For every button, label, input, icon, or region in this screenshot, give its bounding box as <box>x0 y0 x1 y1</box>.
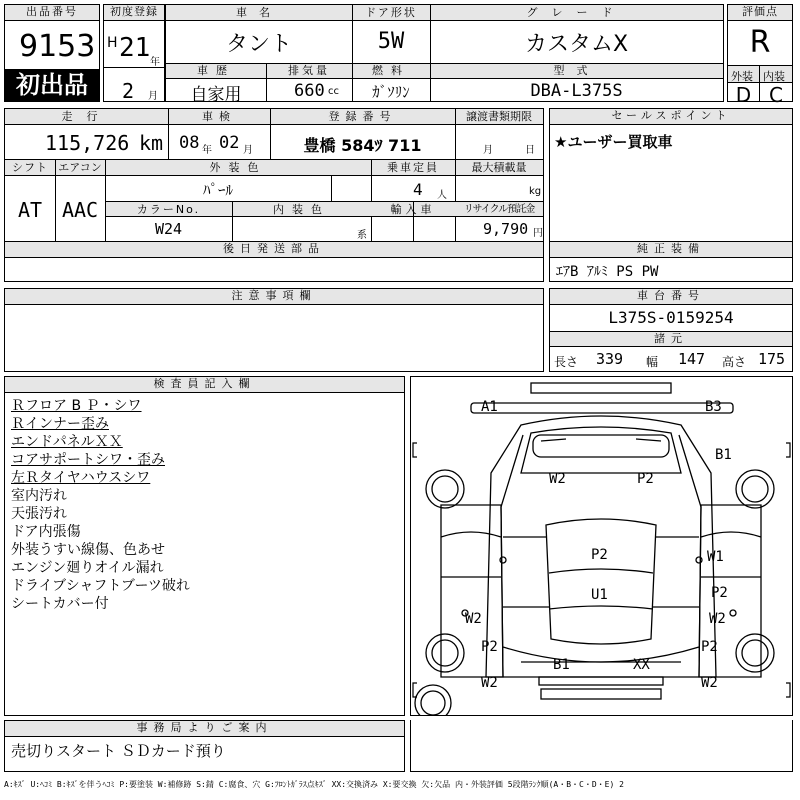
door-type: 5W <box>377 29 405 54</box>
inspector-item: コアサポートシワ・歪み <box>11 452 165 468</box>
int-score-label: 内装 <box>763 70 785 83</box>
recycle-label: リサイクル預託金 <box>463 204 535 215</box>
max-load-label: 最大積載量 <box>471 161 527 174</box>
inspector-item: 左Ｒタイヤハウスシワ <box>11 470 151 486</box>
office-panel <box>4 720 405 772</box>
first-listing-badge: 初出品 <box>5 69 99 101</box>
spec-row <box>165 63 724 105</box>
score-value: R <box>749 25 771 60</box>
inspector-item: Ｒインナー歪み <box>11 416 109 432</box>
width: 147 <box>678 350 706 368</box>
damage-code-w2c: W2 <box>709 611 726 627</box>
damage-code-xx: XX <box>633 657 650 673</box>
first-reg-era: H <box>107 35 118 51</box>
sales-point-label: セールスポイント <box>550 109 792 125</box>
lot-number: 9153 <box>19 29 96 64</box>
aircon-label: エアコン <box>58 161 102 174</box>
displacement: 660 <box>294 81 325 101</box>
registration-label: 登録番号 <box>328 110 397 123</box>
damage-code-w2a: W2 <box>549 471 566 487</box>
registration-number: 豊橋 584ﾂ 711 <box>303 136 422 155</box>
damage-code-b3: B3 <box>705 399 722 415</box>
row2 <box>4 108 544 160</box>
transfer-month-unit: 月 <box>483 145 493 156</box>
inspector-item: 天張汚れ <box>11 506 67 522</box>
score-panel <box>727 4 793 107</box>
chassis-panel <box>549 288 793 372</box>
lot-label: 出品番号 <box>5 5 99 21</box>
office-label: 事務局よりご案内 <box>5 721 404 737</box>
capacity: 4 <box>413 180 423 199</box>
first-reg-month-unit: 月 <box>148 91 158 102</box>
int-color-label: 内装色 <box>273 203 330 216</box>
damage-code-p2a: P2 <box>637 471 654 487</box>
int-score: C <box>769 83 783 107</box>
inspector-item: 室内汚れ <box>11 488 67 504</box>
aircon: AAC <box>61 198 99 222</box>
capacity-label: 乗車定員 <box>387 161 439 174</box>
inspector-item: Ｒフロア B Ｐ・シワ <box>11 398 142 414</box>
history-label: 車歴 <box>197 64 235 77</box>
ext-color-label: 外装色 <box>209 161 267 174</box>
chassis-number: L375S-0159254 <box>608 308 734 327</box>
inspection-month: 02 <box>219 133 240 153</box>
transfer-day-unit: 日 <box>525 145 535 156</box>
score-label: 評価点 <box>728 5 792 21</box>
shift: AT <box>17 198 43 222</box>
inspector-item: エンドパネルＸＸ <box>11 434 123 450</box>
later-parts-label: 後日発送部品 <box>5 242 543 258</box>
legend: A:ｷｽﾞ U:ﾍｺﾐ B:ｷｽﾞを伴うﾍｺﾐ P:要塗装 W:補修跡 S:錆 C:腐食、穴 G:ﾌﾛﾝﾄｶﾞﾗｽ点ｷｽﾞ XX:交換済み X:要交換 欠:欠品 内・外装評価 5段階ﾗﾝｸ順(A・B・C・D・E) 2 <box>4 780 624 789</box>
damage-code-w2b: W2 <box>465 611 482 627</box>
damage-code-p2e: P2 <box>701 639 718 655</box>
lot-panel <box>4 4 100 102</box>
damage-code-u1: U1 <box>591 587 608 603</box>
equipment: ｴｱB ｱﾙﾐ PS PW <box>556 264 659 280</box>
door-label: ドア形状 <box>365 6 417 19</box>
name-row <box>165 4 724 64</box>
dims-label: 諸元 <box>550 332 792 347</box>
history: 自家用 <box>190 85 242 105</box>
inspector-item: ドライブシャフトブーツ破れ <box>11 578 190 594</box>
inspector-item: シートカバー付 <box>11 596 109 612</box>
ext-score: D <box>735 83 752 107</box>
height: 175 <box>758 350 786 368</box>
transfer-label: 譲渡書類期限 <box>466 110 532 123</box>
damage-code-p2b: P2 <box>591 547 608 563</box>
color-no-label: カラーNo. <box>136 203 201 216</box>
ext-color: ﾊﾟｰﾙ <box>202 181 233 199</box>
car-outline-diagram <box>411 377 792 715</box>
grade-label: グレード <box>526 6 627 19</box>
first-reg-month: 2 <box>122 79 135 103</box>
recycle-fee: 9,790 <box>483 220 529 238</box>
mileage-label: 走行 <box>61 110 112 123</box>
damage-code-b1r: B1 <box>715 447 732 463</box>
damage-code-a1: A1 <box>481 399 498 415</box>
displacement-label: 排気量 <box>288 64 330 77</box>
displacement-unit: cc <box>328 86 339 97</box>
diagram-extra-panel <box>410 720 793 772</box>
ext-score-label: 外装 <box>731 70 753 83</box>
inspector-label: 検査員記入欄 <box>5 377 404 393</box>
int-color-unit: 系 <box>357 230 367 241</box>
chassis-label: 車台番号 <box>550 289 792 305</box>
first-reg-panel <box>103 4 165 102</box>
model-label: 型式 <box>553 64 600 77</box>
damage-code-b1b: B1 <box>553 657 570 673</box>
sales-point: ★ユーザー買取車 <box>554 133 673 151</box>
inspector-item: ドア内張傷 <box>11 524 81 540</box>
later-parts-panel <box>4 241 544 282</box>
damage-code-w2d: W2 <box>481 675 498 691</box>
equipment-label: 純正装備 <box>550 242 792 258</box>
import-label: 輸入車 <box>390 203 436 216</box>
grade: カスタムX <box>524 32 629 57</box>
mileage: 115,726 <box>45 131 130 155</box>
notes-panel <box>4 288 544 372</box>
damage-code-p2d: P2 <box>481 639 498 655</box>
inspection-label: 車検 <box>202 110 236 123</box>
inspection-month-unit: 月 <box>243 145 253 156</box>
inspector-list <box>11 397 190 613</box>
equipment-panel <box>549 241 793 282</box>
capacity-unit: 人 <box>437 190 447 201</box>
row3 <box>4 159 544 242</box>
office-note: 売切りスタート ＳＤカード預り <box>11 742 226 760</box>
first-reg-label: 初度登録 <box>104 5 164 21</box>
car-name-label: 車名 <box>236 6 282 19</box>
inspection-year-unit: 年 <box>202 145 212 156</box>
damage-diagram <box>410 376 793 716</box>
damage-code-w2e: W2 <box>701 675 718 691</box>
mileage-unit: km <box>139 131 164 155</box>
fuel-label: 燃料 <box>372 64 410 77</box>
height-label: 高さ <box>722 355 747 369</box>
first-reg-year: 21 <box>119 33 151 63</box>
inspection-year: 08 <box>179 133 200 153</box>
color-no: W24 <box>154 220 183 238</box>
width-label: 幅 <box>646 355 659 369</box>
model-code: DBA-L375S <box>530 81 623 101</box>
fuel: ｶﾞｿﾘﾝ <box>372 83 410 101</box>
damage-code-p2c: P2 <box>711 585 728 601</box>
length: 339 <box>596 350 624 368</box>
inspector-item: 外装うすい線傷、色あせ <box>11 542 165 558</box>
damage-code-w1: W1 <box>707 549 724 565</box>
first-reg-year-unit: 年 <box>150 57 160 68</box>
notes-label: 注意事項欄 <box>5 289 543 305</box>
inspector-item: エンジン廻りオイル漏れ <box>11 560 164 576</box>
car-name: タント <box>225 32 292 57</box>
recycle-unit: 円 <box>533 228 543 239</box>
inspector-panel <box>4 376 405 716</box>
length-label: 長さ <box>554 355 579 369</box>
max-load-unit: kg <box>529 186 542 197</box>
shift-label: シフト <box>12 161 48 174</box>
